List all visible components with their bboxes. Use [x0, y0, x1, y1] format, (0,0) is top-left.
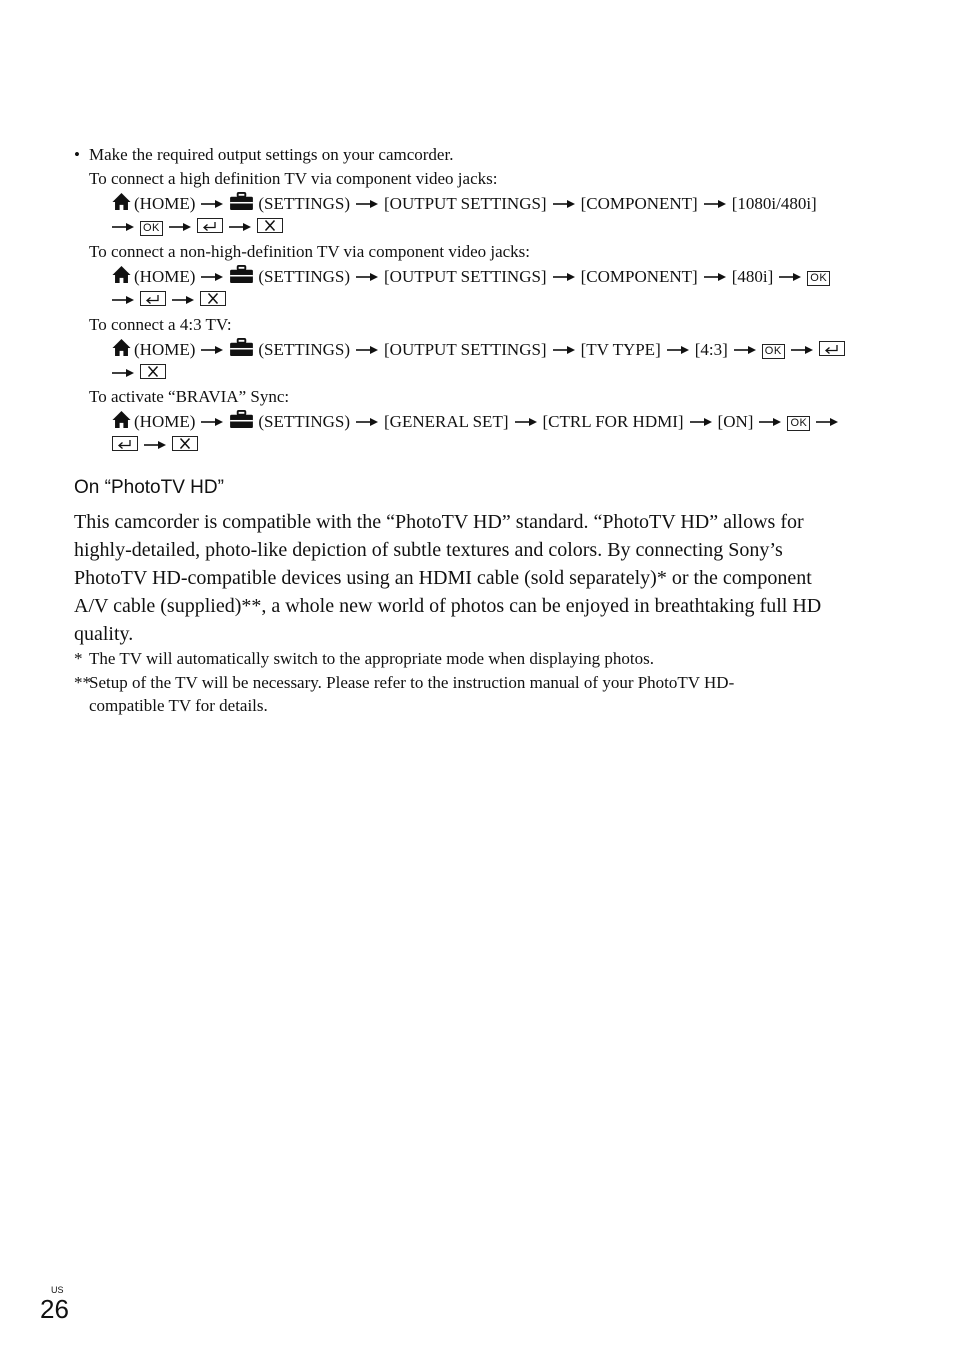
- footnote-text: The TV will automatically switch to the appropriate mode when displaying photos.: [89, 649, 654, 668]
- arrow-icon: [112, 222, 134, 232]
- arrow-icon: [201, 272, 223, 282]
- on-option-label: [ON]: [717, 412, 754, 431]
- bullet-intro: Make the required output settings on your camcorder.: [89, 145, 454, 164]
- arrow-icon: [791, 345, 813, 355]
- arrow-icon: [112, 295, 134, 305]
- arrow-icon: [553, 345, 575, 355]
- return-button-icon: [197, 218, 223, 233]
- footnote-text: Setup of the TV will be necessary. Please refer to the instruction manual of your PhotoTV HD-: [89, 673, 735, 692]
- arrow-icon: [515, 417, 537, 427]
- arrow-icon: [734, 345, 756, 355]
- general-set-label: [GENERAL SET]: [384, 412, 509, 431]
- paragraph-line: This camcorder is compatible with the “PhotoTV HD” standard. “PhotoTV HD” allows for: [74, 511, 804, 533]
- home-label: (HOME): [134, 340, 196, 359]
- arrow-icon: [553, 199, 575, 209]
- arrow-icon: [172, 295, 194, 305]
- paragraph-line: highly-detailed, photo-like depiction of subtle textures and colors. By connecting Sony’s: [74, 539, 783, 561]
- arrow-icon: [690, 417, 712, 427]
- home-icon: [112, 410, 131, 429]
- menu-sequence-4-3-tv: [112, 338, 845, 384]
- close-button-icon: [172, 436, 198, 451]
- home-label: (HOME): [134, 194, 196, 213]
- arrow-icon: [356, 345, 378, 355]
- instruction-label-bravia-sync: To activate “BRAVIA” Sync:: [89, 387, 290, 406]
- output-settings-label: [OUTPUT SETTINGS]: [384, 194, 547, 213]
- arrow-icon: [356, 417, 378, 427]
- footnote-mark: **: [74, 673, 91, 692]
- footnote-text: compatible TV for details.: [89, 696, 268, 715]
- settings-toolbox-icon: [229, 338, 254, 357]
- ctrl-for-hdmi-label: [CTRL FOR HDMI]: [542, 412, 684, 431]
- home-label: (HOME): [134, 412, 196, 431]
- settings-label: (SETTINGS): [258, 340, 350, 359]
- settings-label: (SETTINGS): [258, 267, 350, 286]
- menu-sequence-bravia-sync: [112, 410, 844, 456]
- return-button-icon: [140, 291, 166, 306]
- settings-toolbox-icon: [229, 192, 254, 211]
- home-icon: [112, 265, 131, 284]
- output-settings-label: [OUTPUT SETTINGS]: [384, 267, 547, 286]
- ok-button-icon: OK: [762, 344, 785, 359]
- arrow-icon: [779, 272, 801, 282]
- arrow-icon: [704, 199, 726, 209]
- arrow-icon: [759, 417, 781, 427]
- paragraph-line: PhotoTV HD-compatible devices using an HDMI cable (sold separately)* or the component: [74, 567, 812, 589]
- arrow-icon: [553, 272, 575, 282]
- instruction-label-non-hd-component: To connect a non-high-definition TV via component video jacks:: [89, 242, 531, 261]
- ok-button-icon: OK: [787, 416, 810, 431]
- arrow-icon: [229, 222, 251, 232]
- close-button-icon: [200, 291, 226, 306]
- tv-type-label: [TV TYPE]: [580, 340, 661, 359]
- settings-toolbox-icon: [229, 410, 254, 429]
- arrow-icon: [816, 417, 838, 427]
- ok-button-icon: OK: [807, 271, 830, 286]
- settings-label: (SETTINGS): [258, 194, 350, 213]
- arrow-icon: [667, 345, 689, 355]
- home-icon: [112, 192, 131, 211]
- return-button-icon: [112, 436, 138, 451]
- arrow-icon: [201, 199, 223, 209]
- arrow-icon: [356, 272, 378, 282]
- paragraph-line: quality.: [74, 623, 134, 645]
- arrow-icon: [112, 368, 134, 378]
- settings-label: (SETTINGS): [258, 412, 350, 431]
- arrow-icon: [356, 199, 378, 209]
- home-label: (HOME): [134, 267, 196, 286]
- resolution-option-label: [480i]: [731, 267, 774, 286]
- component-label: [COMPONENT]: [580, 267, 698, 286]
- close-button-icon: [140, 364, 166, 379]
- aspect-option-label: [4:3]: [694, 340, 728, 359]
- arrow-icon: [169, 222, 191, 232]
- arrow-icon: [704, 272, 726, 282]
- close-button-icon: [257, 218, 283, 233]
- paragraph-line: A/V cable (supplied)**, a whole new world of photos can be enjoyed in breathtaking full HD: [74, 595, 822, 617]
- bullet-marker: •: [74, 145, 80, 164]
- return-button-icon: [819, 341, 845, 356]
- menu-sequence-non-hd-component: [112, 265, 830, 311]
- ok-button-icon: OK: [140, 221, 163, 236]
- section-heading: On “PhotoTV HD”: [74, 477, 224, 498]
- output-settings-label: [OUTPUT SETTINGS]: [384, 340, 547, 359]
- instruction-label-hd-component: To connect a high definition TV via component video jacks:: [89, 169, 498, 188]
- menu-sequence-hd-component: [112, 192, 817, 238]
- settings-toolbox-icon: [229, 265, 254, 284]
- instruction-label-4-3-tv: To connect a 4:3 TV:: [89, 315, 232, 334]
- page-region-tag: US: [51, 1285, 64, 1295]
- arrow-icon: [201, 417, 223, 427]
- arrow-icon: [201, 345, 223, 355]
- arrow-icon: [144, 440, 166, 450]
- resolution-option-label: [1080i/480i]: [731, 194, 817, 213]
- footnote-mark: *: [74, 649, 83, 668]
- page-number: 26: [40, 1294, 69, 1324]
- component-label: [COMPONENT]: [580, 194, 698, 213]
- body-paragraph: [74, 508, 821, 648]
- home-icon: [112, 338, 131, 357]
